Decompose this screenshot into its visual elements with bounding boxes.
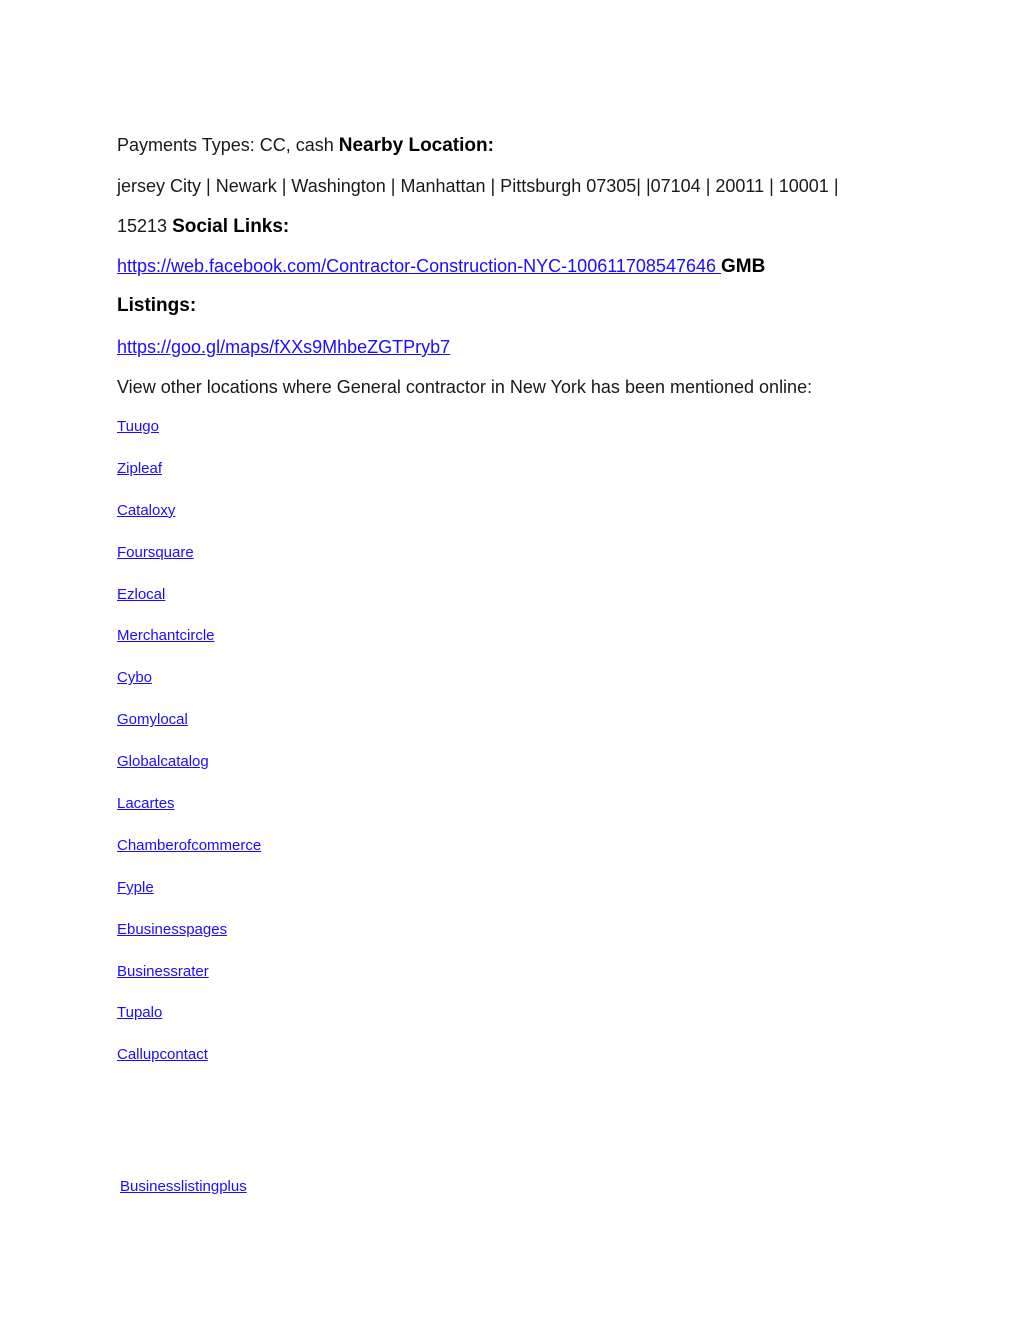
- listing-sites-list: [117, 417, 261, 1087]
- social-links-heading: Social Links:: [172, 216, 290, 237]
- facebook-link[interactable]: https://web.facebook.com/Contractor-Construction-NYC-100611708547646: [117, 256, 722, 276]
- payments-line: [117, 134, 494, 157]
- nearby-location-heading: Nearby Location:: [338, 135, 494, 156]
- footer-line: [120, 1174, 247, 1198]
- listing-link-businessrater[interactable]: Businessrater: [117, 962, 209, 980]
- listing-link-callupcontact[interactable]: Callupcontact: [117, 1046, 208, 1064]
- listing-link-fyple[interactable]: Fyple: [117, 878, 154, 896]
- listing-link-cataloxy[interactable]: Cataloxy: [117, 501, 176, 519]
- list-item: [117, 836, 261, 878]
- list-item: [117, 626, 261, 668]
- zip-code: 15213: [117, 216, 173, 236]
- payments-text: Payments Types: CC, cash: [117, 135, 339, 155]
- listing-link-lacartes[interactable]: Lacartes: [117, 795, 175, 813]
- locations-line: jersey City | Newark | Washington | Manhattan | Pittsburgh 07305| |07104 | 20011 | 10001 |: [117, 176, 839, 196]
- listing-link-chamberofcommerce[interactable]: Chamberofcommerce: [117, 836, 262, 854]
- list-item: [117, 752, 261, 794]
- maps-line: [117, 336, 450, 358]
- list-item: [117, 878, 261, 920]
- list-item: [117, 794, 261, 836]
- listing-link-gomylocal[interactable]: Gomylocal: [117, 711, 188, 729]
- list-item: [117, 1003, 261, 1045]
- mention-text: View other locations where General contractor in New York has been mentioned online:: [117, 377, 813, 397]
- google-maps-link[interactable]: https://goo.gl/maps/fXXs9MhbeZGTPryb7: [117, 337, 451, 357]
- list-item: [117, 459, 261, 501]
- listing-link-foursquare[interactable]: Foursquare: [117, 543, 194, 561]
- list-item: [117, 920, 261, 962]
- gmb-heading: GMB: [721, 256, 766, 277]
- listing-link-zipleaf[interactable]: Zipleaf: [117, 459, 163, 477]
- list-item: [117, 585, 261, 627]
- listing-link-globalcatalog[interactable]: Globalcatalog: [117, 753, 209, 771]
- list-item: [117, 962, 261, 1004]
- listing-link-ebusinesspages[interactable]: Ebusinesspages: [117, 920, 228, 938]
- listings-heading: Listings:: [117, 295, 197, 316]
- listing-link-tuugo[interactable]: Tuugo: [117, 418, 159, 435]
- listing-link-cybo[interactable]: Cybo: [117, 669, 153, 687]
- listing-link-tupalo[interactable]: Tupalo: [117, 1004, 163, 1022]
- listing-link-merchantcircle[interactable]: Merchantcircle: [117, 627, 215, 645]
- list-item: [117, 543, 261, 585]
- facebook-line: [117, 255, 765, 278]
- list-item: [117, 417, 261, 459]
- list-item: [117, 1045, 261, 1087]
- businesslistingplus-link[interactable]: Businesslistingplus: [120, 1178, 247, 1195]
- listing-link-ezlocal[interactable]: Ezlocal: [117, 585, 166, 603]
- list-item: [117, 668, 261, 710]
- zip-social-line: [117, 215, 289, 238]
- list-item: [117, 710, 261, 752]
- list-item: [117, 501, 261, 543]
